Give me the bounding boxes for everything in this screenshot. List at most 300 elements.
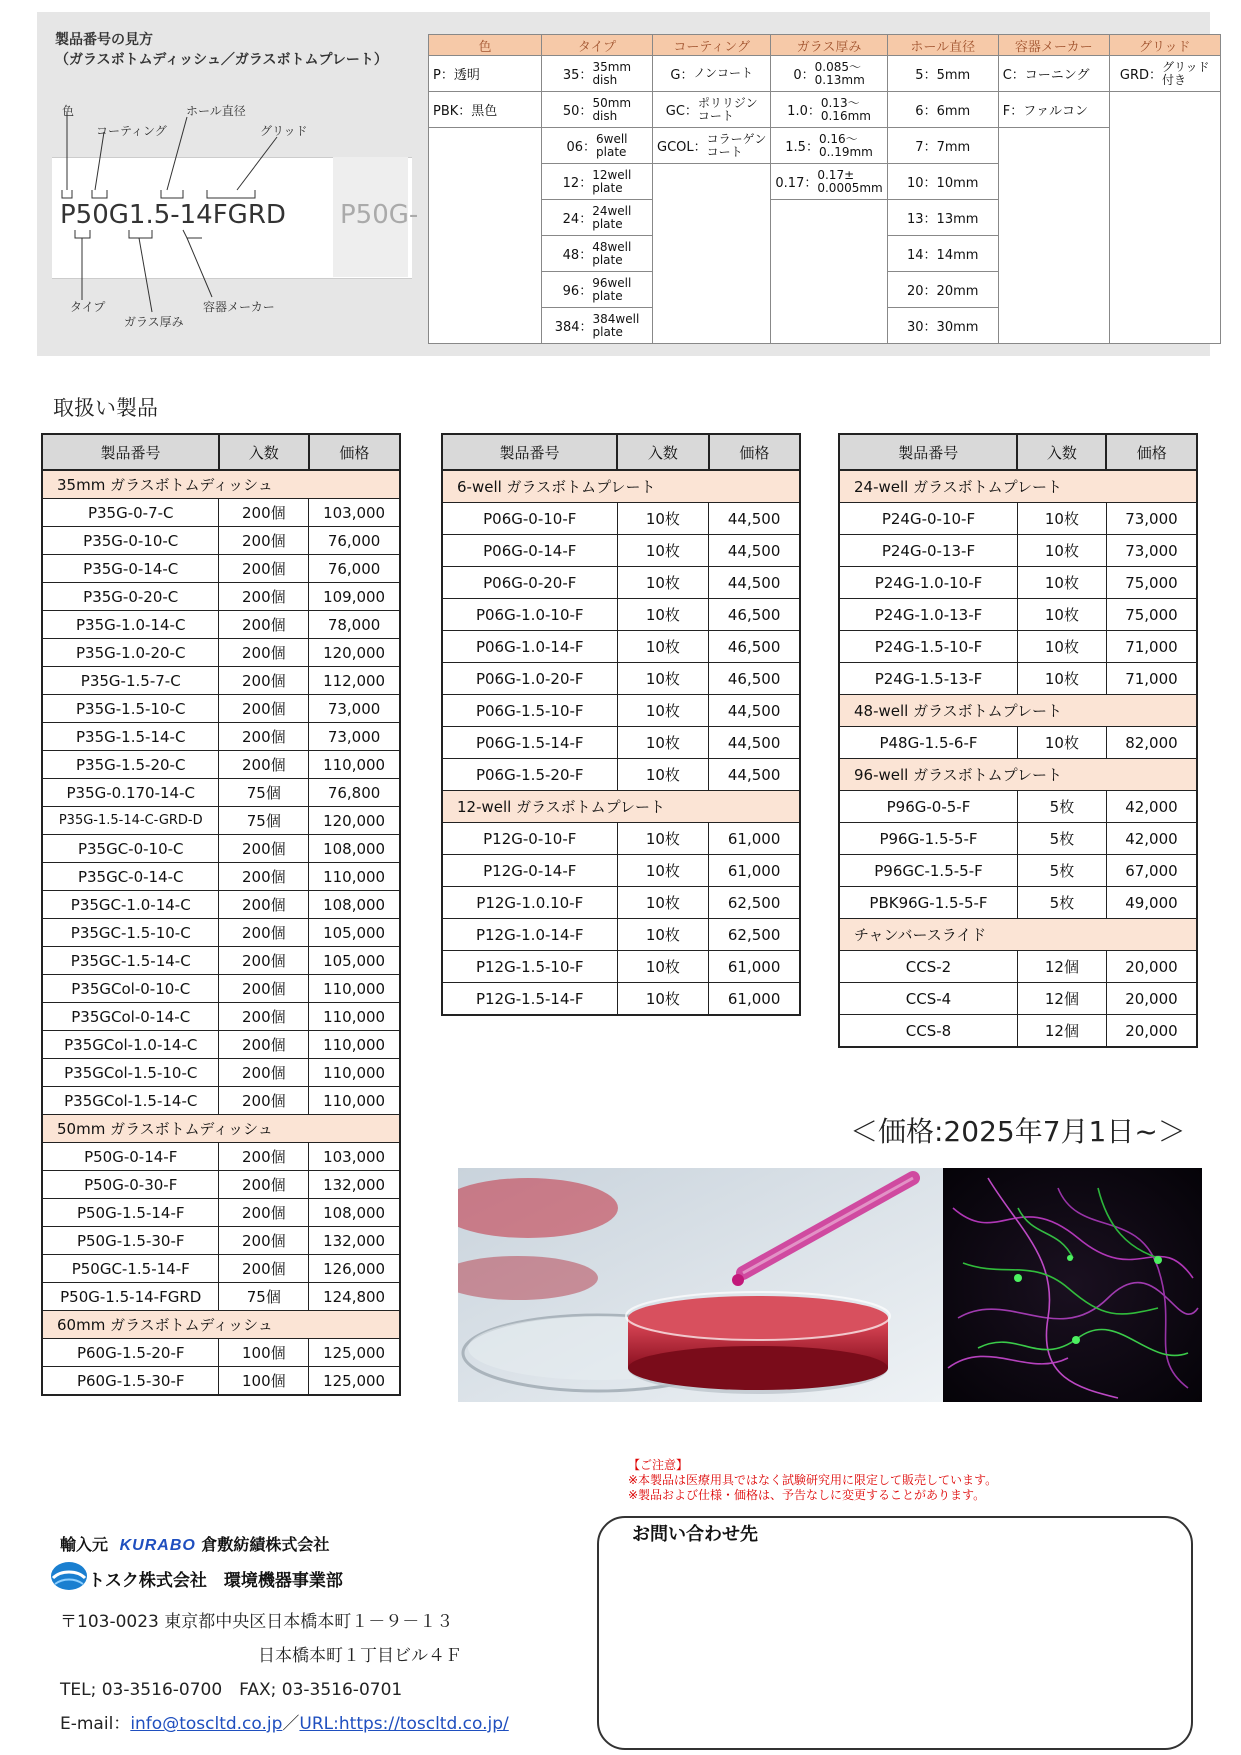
table-row — [42, 863, 400, 891]
product-table-dishes — [41, 433, 401, 1396]
product-code-cell: P35GCol-0-14-C — [42, 1003, 219, 1031]
quantity-cell: 5枚 — [1017, 791, 1106, 823]
product-code-cell: P35G-0-20-C — [42, 583, 219, 611]
table-row — [442, 567, 800, 599]
quantity-cell: 200個 — [219, 919, 309, 947]
quantity-cell: 10枚 — [1017, 503, 1106, 535]
legend-value: 7：7mm — [915, 140, 971, 155]
quantity-cell: 10枚 — [617, 695, 709, 727]
quantity-cell: 10枚 — [617, 951, 709, 983]
column-header: 価格 — [1106, 434, 1197, 470]
legend-cell-maker — [998, 56, 1109, 92]
quantity-cell: 200個 — [219, 583, 309, 611]
column-header: 価格 — [309, 434, 400, 470]
price-cell: 82,000 — [1106, 727, 1197, 759]
table-row — [839, 727, 1197, 759]
column-header: 製品番号 — [839, 434, 1017, 470]
legend-value: ノンコート — [693, 66, 753, 80]
price-cell: 110,000 — [309, 1059, 400, 1087]
legend-value: 13：13mm — [907, 212, 979, 227]
legend-cell-grid — [1109, 236, 1220, 272]
legend-cell-hole — [887, 236, 998, 272]
quantity-cell: 200個 — [219, 1003, 309, 1031]
label-hole: ホール直径 — [186, 104, 246, 118]
category-row: 96-well ガラスボトムプレート — [839, 759, 1197, 791]
price-cell: 44,500 — [709, 567, 800, 599]
notice-line: ※本製品は医療用具ではなく試験研究用に限定して販売しています。 — [628, 1473, 998, 1487]
price-cell: 49,000 — [1106, 887, 1197, 919]
price-cell: 125,000 — [309, 1339, 400, 1367]
product-code-cell: P35GCol-1.5-10-C — [42, 1059, 219, 1087]
table-row — [839, 823, 1197, 855]
product-code-cell: P06G-1.0-10-F — [442, 599, 617, 631]
product-code-cell: P06G-1.5-20-F — [442, 759, 617, 791]
legend-value: plate — [592, 180, 623, 195]
price-cell: 108,000 — [309, 891, 400, 919]
quantity-cell: 200個 — [219, 863, 309, 891]
legend-cell-maker — [998, 200, 1109, 236]
quantity-cell: 12個 — [1017, 951, 1106, 983]
tel-fax: TEL; 03-3516-0700 FAX; 03-3516-0701 — [60, 1680, 403, 1700]
price-cell: 61,000 — [709, 823, 800, 855]
price-cell: 44,500 — [709, 727, 800, 759]
legend-key: P： — [433, 68, 454, 83]
legend-header: グリッド — [1109, 35, 1220, 56]
product-code-cell: P35G-1.5-20-C — [42, 751, 219, 779]
email-url-line — [60, 1709, 509, 1734]
product-photo — [458, 1168, 1202, 1402]
product-code-cell: P12G-1.5-14-F — [442, 983, 617, 1016]
legend-cell-thickness — [771, 272, 887, 308]
quantity-cell: 10枚 — [617, 567, 709, 599]
table-row — [42, 1087, 400, 1115]
table-row — [42, 611, 400, 639]
table-row — [42, 1003, 400, 1031]
price-cell: 76,800 — [309, 779, 400, 807]
product-code-cell: CCS-2 — [839, 951, 1017, 983]
price-cell: 73,000 — [309, 723, 400, 751]
label-color: 色 — [62, 104, 75, 118]
table-row — [839, 663, 1197, 695]
quantity-cell: 200個 — [219, 1227, 309, 1255]
table-row — [442, 535, 800, 567]
table-row — [42, 1227, 400, 1255]
quantity-cell: 10枚 — [617, 631, 709, 663]
table-row — [442, 887, 800, 919]
legend-value: 0.16mm — [820, 108, 871, 123]
quantity-cell: 75個 — [219, 1283, 309, 1311]
importer-name: 倉敷紡績株式会社 — [201, 1535, 330, 1554]
price-cell: 73,000 — [309, 695, 400, 723]
table-row — [42, 835, 400, 863]
example-code-faded: P50G- — [340, 200, 419, 230]
legend-cell-maker — [998, 308, 1109, 344]
quantity-cell: 200個 — [219, 751, 309, 779]
product-code-cell: P35G-0-7-C — [42, 499, 219, 527]
product-code-cell: P35G-1.5-14-C-GRD-D — [42, 807, 219, 835]
quantity-cell: 10枚 — [1017, 535, 1106, 567]
legend-key: 24： — [562, 212, 593, 227]
quantity-cell: 200個 — [219, 639, 309, 667]
legend-cell-thickness — [771, 164, 887, 200]
quantity-cell: 10枚 — [1017, 567, 1106, 599]
column-header: 価格 — [709, 434, 800, 470]
quantity-cell: 200個 — [219, 499, 309, 527]
table-row — [42, 891, 400, 919]
legend-cell-type — [542, 128, 653, 164]
legend-value: 48well — [592, 239, 632, 254]
price-cell: 103,000 — [309, 499, 400, 527]
legend-key: 48： — [562, 248, 593, 263]
product-code-cell: P35GC-1.5-14-C — [42, 947, 219, 975]
quantity-cell: 10枚 — [1017, 727, 1106, 759]
legend-cell-grid — [1109, 56, 1220, 92]
legend-cell-hole — [887, 308, 998, 344]
price-cell: 71,000 — [1106, 663, 1197, 695]
product-code-cell: P24G-1.0-10-F — [839, 567, 1017, 599]
price-cell: 103,000 — [309, 1143, 400, 1171]
legend-value: C：コーニング — [1002, 68, 1090, 83]
price-cell: 20,000 — [1106, 983, 1197, 1015]
product-code-cell: P12G-1.5-10-F — [442, 951, 617, 983]
table-row — [839, 567, 1197, 599]
legend-cell-maker — [998, 236, 1109, 272]
legend-value: dish — [592, 72, 618, 87]
quantity-cell: 200個 — [219, 947, 309, 975]
product-code-cell: P35G-0.170-14-C — [42, 779, 219, 807]
legend-cell-thickness — [771, 92, 887, 128]
product-code-cell: CCS-8 — [839, 1015, 1017, 1048]
quantity-cell: 12個 — [1017, 983, 1106, 1015]
table-row — [839, 983, 1197, 1015]
legend-key: 50： — [562, 104, 593, 119]
label-grid: グリッド — [260, 124, 308, 138]
legend-cell-hole — [887, 128, 998, 164]
product-code-cell: PBK96G-1.5-5-F — [839, 887, 1017, 919]
legend-value: 6：6mm — [915, 104, 971, 119]
quantity-cell: 12個 — [1017, 1015, 1106, 1048]
notice-line: ※製品および仕様・価格は、予告なしに変更することがあります。 — [628, 1488, 986, 1502]
legend-cell-grid — [1109, 200, 1220, 236]
legend-cell-maker — [998, 92, 1109, 128]
quantity-cell: 100個 — [219, 1367, 309, 1396]
quantity-cell: 200個 — [219, 667, 309, 695]
legend-value: ポリリジン — [697, 95, 758, 110]
quantity-cell: 200個 — [219, 611, 309, 639]
legend-key: 1.5： — [785, 140, 819, 155]
product-code-cell: P50G-1.5-14-FGRD — [42, 1283, 219, 1311]
product-code-cell: P35GC-1.0-14-C — [42, 891, 219, 919]
product-code-cell: CCS-4 — [839, 983, 1017, 1015]
table-row — [42, 1339, 400, 1367]
legend-cell-coating — [653, 200, 771, 236]
table-row — [42, 639, 400, 667]
product-code-cell: P35GCol-1.0-14-C — [42, 1031, 219, 1059]
table-row — [42, 695, 400, 723]
legend-cell-maker — [998, 128, 1109, 164]
product-code-cell: P50GC-1.5-14-F — [42, 1255, 219, 1283]
legend-key: 0.17： — [775, 176, 818, 191]
category-row: 24-well ガラスボトムプレート — [839, 470, 1197, 503]
price-cell: 62,500 — [709, 919, 800, 951]
legend-header: ホール直径 — [887, 35, 998, 56]
legend-cell-color — [429, 128, 542, 164]
table-row — [42, 1283, 400, 1311]
table-row — [42, 779, 400, 807]
legend-cell-color — [429, 308, 542, 344]
quantity-cell: 10枚 — [617, 599, 709, 631]
table-row — [42, 1059, 400, 1087]
table-row — [839, 631, 1197, 663]
quantity-cell: 10枚 — [617, 983, 709, 1016]
price-cell: 110,000 — [309, 863, 400, 891]
legend-cell-hole — [887, 164, 998, 200]
legend-cell-coating — [653, 164, 771, 200]
legend-cell-grid — [1109, 308, 1220, 344]
quantity-cell: 10枚 — [1017, 663, 1106, 695]
legend-cell-coating — [653, 92, 771, 128]
table-row — [442, 759, 800, 791]
price-cell: 44,500 — [709, 759, 800, 791]
product-code-cell: P35GC-0-10-C — [42, 835, 219, 863]
legend-cell-type — [542, 56, 653, 92]
price-cell: 126,000 — [309, 1255, 400, 1283]
legend-value: 0.13mm — [814, 72, 865, 87]
table-row — [42, 555, 400, 583]
legend-value: 5：5mm — [915, 68, 971, 83]
category-row: 6-well ガラスボトムプレート — [442, 470, 800, 503]
legend-key: GC： — [665, 104, 698, 119]
quantity-cell: 200個 — [219, 1171, 309, 1199]
table-row — [442, 919, 800, 951]
quantity-cell: 75個 — [219, 779, 309, 807]
quantity-cell: 100個 — [219, 1339, 309, 1367]
code-legend-table — [428, 34, 1221, 344]
product-code-cell: P35G-1.0-20-C — [42, 639, 219, 667]
legend-value: 0.0005mm — [817, 180, 883, 195]
product-code-cell: P12G-1.0.10-F — [442, 887, 617, 919]
table-row — [42, 1255, 400, 1283]
legend-value: 24well — [592, 203, 632, 218]
price-cell: 110,000 — [309, 1087, 400, 1115]
product-code-cell: P50G-1.5-30-F — [42, 1227, 219, 1255]
legend-key: 35： — [562, 68, 593, 83]
email-link[interactable]: info@toscltd.co.jp — [130, 1714, 283, 1734]
legend-cell-type — [542, 236, 653, 272]
quantity-cell: 10枚 — [617, 727, 709, 759]
legend-value: 20：20mm — [907, 284, 979, 299]
legend-cell-hole — [887, 200, 998, 236]
product-code-cell: P35G-0-10-C — [42, 527, 219, 555]
legend-value: plate — [592, 288, 623, 303]
price-cell: 67,000 — [1106, 855, 1197, 887]
quantity-cell: 75個 — [219, 807, 309, 835]
quantity-cell: 200個 — [219, 723, 309, 751]
legend-cell-thickness — [771, 128, 887, 164]
product-code-cell: P35G-1.5-10-C — [42, 695, 219, 723]
legend-value: 0.16～ — [818, 131, 858, 146]
product-code-cell: P60G-1.5-30-F — [42, 1367, 219, 1396]
price-cell: 132,000 — [309, 1171, 400, 1199]
legend-cell-thickness — [771, 200, 887, 236]
price-cell: 110,000 — [309, 751, 400, 779]
product-code-cell: P12G-0-10-F — [442, 823, 617, 855]
quantity-cell: 10枚 — [1017, 631, 1106, 663]
legend-cell-coating — [653, 236, 771, 272]
category-row: 12-well ガラスボトムプレート — [442, 791, 800, 823]
price-cell: 20,000 — [1106, 951, 1197, 983]
legend-key: 384： — [554, 320, 593, 335]
price-cell: 42,000 — [1106, 823, 1197, 855]
price-cell: 73,000 — [1106, 503, 1197, 535]
price-cell: 112,000 — [309, 667, 400, 695]
legend-cell-hole — [887, 272, 998, 308]
legend-cell-type — [542, 164, 653, 200]
legend-header: ガラス厚み — [771, 35, 887, 56]
legend-cell-maker — [998, 272, 1109, 308]
quantity-cell: 200個 — [219, 975, 309, 1003]
legend-value: 黒色 — [471, 104, 498, 119]
product-code-cell: P12G-0-14-F — [442, 855, 617, 887]
table-row — [442, 983, 800, 1016]
price-cell: 110,000 — [309, 1031, 400, 1059]
legend-cell-maker — [998, 164, 1109, 200]
kurabo-logo: KURABO — [119, 1537, 196, 1554]
table-row — [442, 727, 800, 759]
legend-cell-color — [429, 164, 542, 200]
price-cell: 46,500 — [709, 599, 800, 631]
legend-key: GCOL： — [657, 140, 707, 155]
price-cell: 61,000 — [709, 951, 800, 983]
quantity-cell: 10枚 — [617, 535, 709, 567]
table-row — [839, 951, 1197, 983]
price-cell: 44,500 — [709, 695, 800, 727]
legend-value: 6well — [596, 131, 628, 146]
table-row — [839, 855, 1197, 887]
table-row — [42, 1171, 400, 1199]
table-row — [42, 1199, 400, 1227]
quantity-cell: 10枚 — [617, 759, 709, 791]
price-cell: 62,500 — [709, 887, 800, 919]
price-cell: 44,500 — [709, 535, 800, 567]
product-code-cell: P24G-1.5-13-F — [839, 663, 1017, 695]
table-row — [442, 695, 800, 727]
quantity-cell: 5枚 — [1017, 887, 1106, 919]
price-cell: 124,800 — [309, 1283, 400, 1311]
legend-cell-color — [429, 56, 542, 92]
website-link[interactable]: URL:https://toscltd.co.jp/ — [299, 1714, 509, 1734]
legend-cell-thickness — [771, 308, 887, 344]
explanation-title-line1: 製品番号の見方 — [55, 32, 153, 48]
legend-value: 384well — [592, 311, 640, 326]
table-row — [839, 1015, 1197, 1048]
legend-value: 0..19mm — [818, 144, 873, 159]
notice-title: 【ご注意】 — [628, 1458, 689, 1472]
product-code-cell: P24G-0-13-F — [839, 535, 1017, 567]
quantity-cell: 10枚 — [617, 855, 709, 887]
product-code-cell: P06G-1.5-10-F — [442, 695, 617, 727]
address-line2: 日本橋本町１丁目ビル４Ｆ — [258, 1646, 462, 1666]
table-row — [42, 667, 400, 695]
table-row — [42, 1143, 400, 1171]
quantity-cell: 200個 — [219, 1199, 309, 1227]
table-row — [839, 503, 1197, 535]
price-cell: 61,000 — [709, 855, 800, 887]
legend-cell-hole — [887, 92, 998, 128]
quantity-cell: 200個 — [219, 835, 309, 863]
category-row: 35mm ガラスボトムディッシュ — [42, 470, 400, 499]
legend-cell-grid — [1109, 92, 1220, 128]
price-cell: 44,500 — [709, 503, 800, 535]
product-table-plates-slides — [838, 433, 1198, 1048]
product-code-cell: P96GC-1.5-5-F — [839, 855, 1017, 887]
legend-value: 10：10mm — [907, 176, 979, 191]
quantity-cell: 10枚 — [617, 823, 709, 855]
importer-prefix: 輸入元 — [60, 1535, 109, 1554]
price-cell: 76,000 — [309, 527, 400, 555]
example-code: P50G1.5-14FGRD — [60, 200, 286, 230]
quantity-cell: 200個 — [219, 695, 309, 723]
legend-cell-thickness — [771, 236, 887, 272]
product-code-cell: P06G-1.5-14-F — [442, 727, 617, 759]
legend-cell-type — [542, 272, 653, 308]
column-header: 製品番号 — [442, 434, 617, 470]
product-table-plates — [441, 433, 801, 1016]
legend-value: 12well — [592, 167, 632, 182]
notice-block — [628, 1458, 997, 1503]
table-row — [442, 503, 800, 535]
product-code-cell: P24G-1.5-10-F — [839, 631, 1017, 663]
price-cell: 132,000 — [309, 1227, 400, 1255]
product-code-cell: P35GCol-0-10-C — [42, 975, 219, 1003]
table-row — [42, 919, 400, 947]
price-cell: 76,000 — [309, 555, 400, 583]
legend-value: 30：30mm — [907, 320, 979, 335]
table-row — [839, 599, 1197, 631]
legend-value: 14：14mm — [907, 248, 979, 263]
legend-value: コート — [697, 108, 734, 123]
product-code-cell: P35GCol-1.5-14-C — [42, 1087, 219, 1115]
legend-cell-coating — [653, 56, 771, 92]
legend-cell-color — [429, 236, 542, 272]
table-row — [42, 1367, 400, 1396]
legend-cell-grid — [1109, 272, 1220, 308]
separator: ／ — [282, 1714, 300, 1734]
price-cell: 110,000 — [309, 1003, 400, 1031]
product-code-cell: P06G-1.0-20-F — [442, 663, 617, 695]
quantity-cell: 200個 — [219, 1087, 309, 1115]
table-row — [442, 631, 800, 663]
legend-cell-color — [429, 272, 542, 308]
table-row — [839, 887, 1197, 919]
label-coating: コーティング — [96, 124, 167, 138]
price-cell: 75,000 — [1106, 567, 1197, 599]
product-code-cell: P12G-1.0-14-F — [442, 919, 617, 951]
table-row — [42, 583, 400, 611]
legend-value: 50mm — [592, 95, 632, 110]
legend-key: 06： — [566, 140, 597, 155]
legend-value: グリッド — [1162, 59, 1210, 74]
importer-line — [60, 1532, 329, 1555]
price-cell: 120,000 — [309, 639, 400, 667]
product-code-cell: P35GC-1.5-10-C — [42, 919, 219, 947]
explanation-title-line2: （ガラスボトムディッシュ／ガラスボトムプレート） — [55, 52, 388, 68]
column-header: 製品番号 — [42, 434, 219, 470]
table-row — [442, 855, 800, 887]
quantity-cell: 10枚 — [617, 887, 709, 919]
quantity-cell: 200個 — [219, 527, 309, 555]
product-code-cell: P06G-0-14-F — [442, 535, 617, 567]
